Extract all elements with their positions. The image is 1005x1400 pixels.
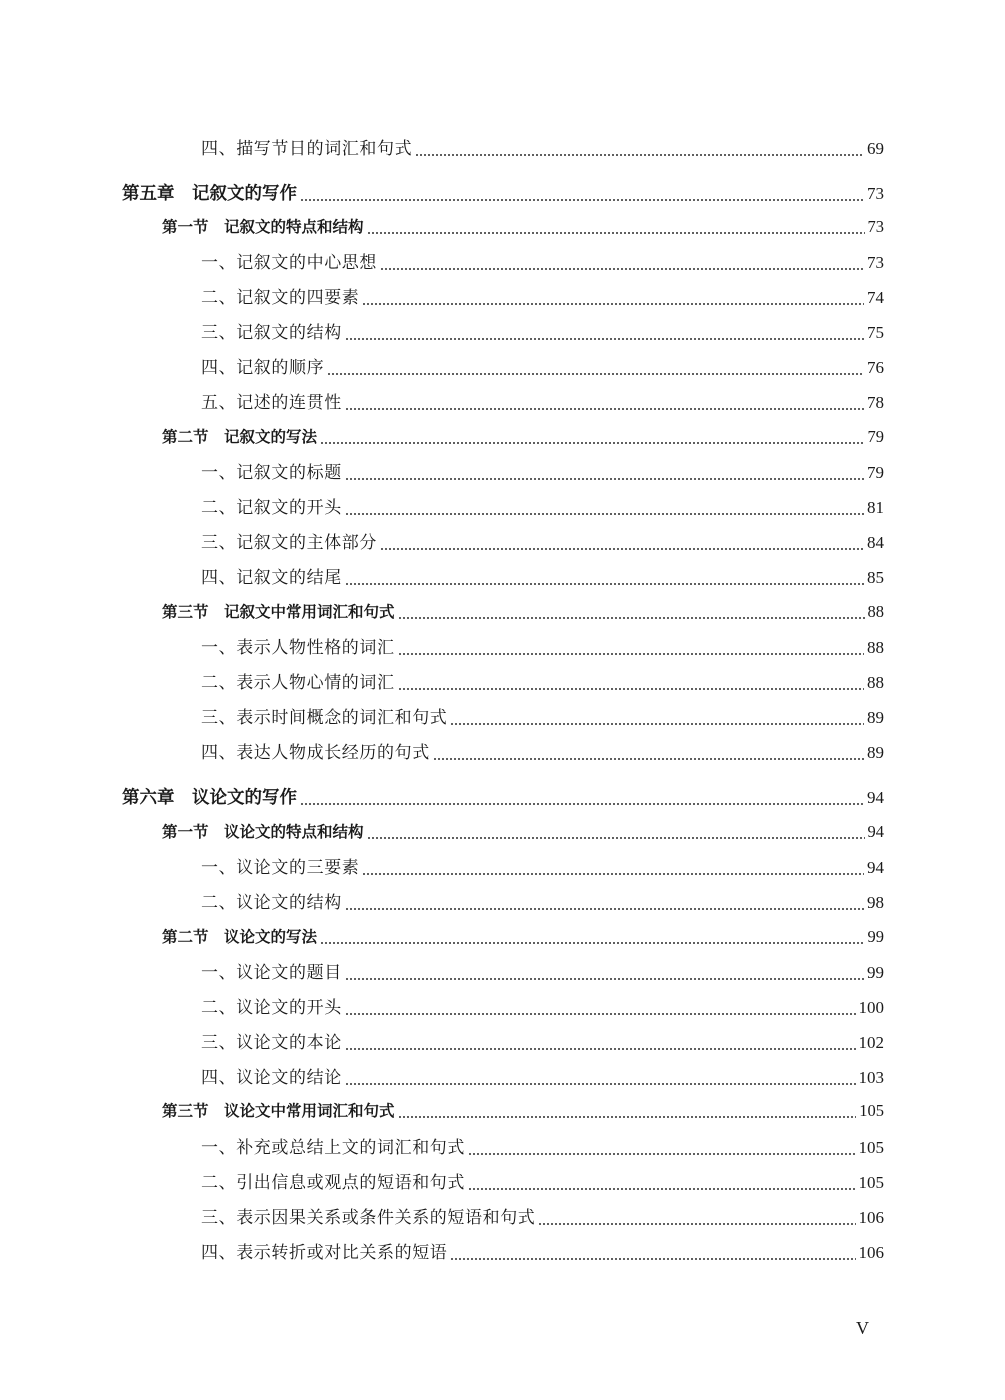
toc-page-number: 106 (858, 1243, 884, 1262)
dot-leader (300, 803, 864, 805)
toc-item-title: 四、描写节日的词汇和句式 (201, 139, 413, 159)
toc-page-number: 81 (867, 498, 884, 517)
page-number: V (856, 1318, 869, 1338)
toc-page-number: 89 (867, 743, 884, 762)
toc-page-number: 69 (867, 139, 884, 158)
toc-item-line (201, 1133, 884, 1163)
toc-item-title: 二、记叙文的四要素 (201, 288, 360, 308)
dot-leader (468, 1153, 856, 1155)
toc-item-line (201, 1203, 884, 1233)
toc-item-title: 三、记叙文的结构 (201, 323, 342, 343)
toc-item-title: 一、记叙文的中心思想 (201, 253, 377, 273)
toc-item-line (201, 528, 884, 558)
toc-page-number: 74 (867, 288, 884, 307)
toc-item-line (201, 703, 884, 733)
toc-item-line (201, 888, 884, 918)
toc-chapter-title: 第六章 议论文的写作 (122, 788, 297, 808)
toc-item-title: 二、表示人物心情的词汇 (201, 673, 395, 693)
dot-leader (367, 232, 865, 234)
dot-leader (345, 583, 864, 585)
toc-page-number: 94 (867, 822, 884, 841)
toc-chapter-line (122, 783, 884, 813)
dot-leader (345, 908, 864, 910)
toc-item-title: 一、议论文的三要素 (201, 858, 360, 878)
toc-item-title: 一、记叙文的标题 (201, 463, 342, 483)
toc-page-number: 85 (867, 568, 884, 587)
toc-item-line (201, 1238, 884, 1268)
toc-item-line (201, 493, 884, 523)
toc-page-number: 102 (858, 1033, 884, 1052)
toc-item-title: 二、引出信息或观点的短语和句式 (201, 1173, 465, 1193)
toc-page-number: 89 (867, 708, 884, 727)
toc-item-line (201, 134, 884, 164)
toc-item-title: 二、记叙文的开头 (201, 498, 342, 518)
toc-item-title: 四、议论文的结论 (201, 1068, 342, 1088)
dot-leader (345, 1083, 856, 1085)
dot-leader (380, 268, 864, 270)
toc-item-line (201, 318, 884, 348)
toc-item-title: 二、议论文的结构 (201, 893, 342, 913)
toc-page-number: 78 (867, 393, 884, 412)
toc-item-line (201, 1028, 884, 1058)
toc-item-line (201, 1063, 884, 1093)
toc-item-title: 三、记叙文的主体部分 (201, 533, 377, 553)
dot-leader (367, 837, 865, 839)
toc-item-line (201, 283, 884, 313)
toc-item-title: 一、议论文的题目 (201, 963, 342, 983)
toc-page-number: 105 (858, 1138, 884, 1157)
toc-page-number: 99 (867, 963, 884, 982)
toc-section-line (162, 422, 884, 452)
toc-chapter-title: 第五章 记叙文的写作 (122, 184, 297, 204)
dot-leader (345, 1048, 856, 1050)
toc-section-title: 第一节 记叙文的特点和结构 (162, 218, 364, 236)
dot-leader (345, 513, 864, 515)
toc-page-number: 103 (858, 1068, 884, 1087)
dot-leader (398, 617, 865, 619)
dot-leader (433, 758, 864, 760)
toc-page-number: 73 (867, 217, 884, 236)
dot-leader (450, 723, 864, 725)
toc-page-number: 84 (867, 533, 884, 552)
toc-section-line (162, 1096, 884, 1126)
toc-page-number: 94 (867, 858, 884, 877)
toc-item-line (201, 563, 884, 593)
toc-item-title: 二、议论文的开头 (201, 998, 342, 1018)
toc-page-number: 106 (858, 1208, 884, 1227)
dot-leader (345, 978, 864, 980)
dot-leader (398, 653, 864, 655)
dot-leader (320, 442, 864, 444)
toc-page-number: 99 (867, 927, 884, 946)
toc-section-title: 第一节 议论文的特点和结构 (162, 823, 364, 841)
dot-leader (398, 688, 864, 690)
toc-section-title: 第三节 议论文中常用词汇和句式 (162, 1102, 395, 1120)
dot-leader (362, 303, 864, 305)
toc-item-title: 一、补充或总结上文的词汇和句式 (201, 1138, 465, 1158)
toc-page-number: 73 (867, 253, 884, 272)
toc-item-line (201, 738, 884, 768)
toc-page-number: 88 (867, 602, 884, 621)
toc-page-number: 98 (867, 893, 884, 912)
toc-item-line (201, 1168, 884, 1198)
dot-leader (450, 1258, 855, 1260)
toc-page-number: 88 (867, 638, 884, 657)
dot-leader (327, 373, 864, 375)
toc-page-number: 100 (858, 998, 884, 1017)
toc-item-line (201, 633, 884, 663)
dot-leader (538, 1223, 855, 1225)
toc-item-title: 五、记述的连贯性 (201, 393, 342, 413)
toc-chapter-line (122, 179, 884, 209)
toc-item-line (201, 853, 884, 883)
toc-page-number: 76 (867, 358, 884, 377)
toc-item-title: 四、表达人物成长经历的句式 (201, 743, 430, 763)
toc-section-line (162, 212, 884, 242)
dot-leader (415, 154, 864, 156)
toc-page-number: 79 (867, 427, 884, 446)
toc-item-line (201, 958, 884, 988)
dot-leader (380, 548, 864, 550)
dot-leader (320, 942, 864, 944)
toc-item-line (201, 993, 884, 1023)
dot-leader (300, 199, 864, 201)
toc-section-line (162, 817, 884, 847)
toc-section-line (162, 597, 884, 627)
toc-item-line (201, 668, 884, 698)
dot-leader (362, 873, 864, 875)
dot-leader (345, 338, 864, 340)
toc-page-number: 75 (867, 323, 884, 342)
toc-item-title: 三、表示时间概念的词汇和句式 (201, 708, 448, 728)
toc-page-number: 88 (867, 673, 884, 692)
toc-item-title: 一、表示人物性格的词汇 (201, 638, 395, 658)
toc-section-title: 第二节 议论文的写法 (162, 928, 318, 946)
toc-section-line (162, 922, 884, 952)
toc-item-title: 四、记叙文的结尾 (201, 568, 342, 588)
toc-page-number: 105 (859, 1101, 884, 1120)
dot-leader (468, 1188, 856, 1190)
dot-leader (345, 1013, 856, 1015)
toc-item-title: 三、表示因果关系或条件关系的短语和句式 (201, 1208, 536, 1228)
toc-item-line (201, 353, 884, 383)
toc-item-line (201, 248, 884, 278)
toc-item-line (201, 458, 884, 488)
toc-section-title: 第三节 记叙文中常用词汇和句式 (162, 603, 395, 621)
dot-leader (398, 1116, 857, 1118)
toc-page-number: 94 (867, 788, 884, 807)
toc-item-line (201, 388, 884, 418)
toc-section-title: 第二节 记叙文的写法 (162, 428, 318, 446)
toc-page-number: 79 (867, 463, 884, 482)
toc-page-number: 105 (858, 1173, 884, 1192)
toc-page-number: 73 (867, 184, 884, 203)
toc-item-title: 三、议论文的本论 (201, 1033, 342, 1053)
dot-leader (345, 408, 864, 410)
toc-item-title: 四、记叙的顺序 (201, 358, 325, 378)
toc-item-title: 四、表示转折或对比关系的短语 (201, 1243, 448, 1263)
dot-leader (345, 478, 864, 480)
